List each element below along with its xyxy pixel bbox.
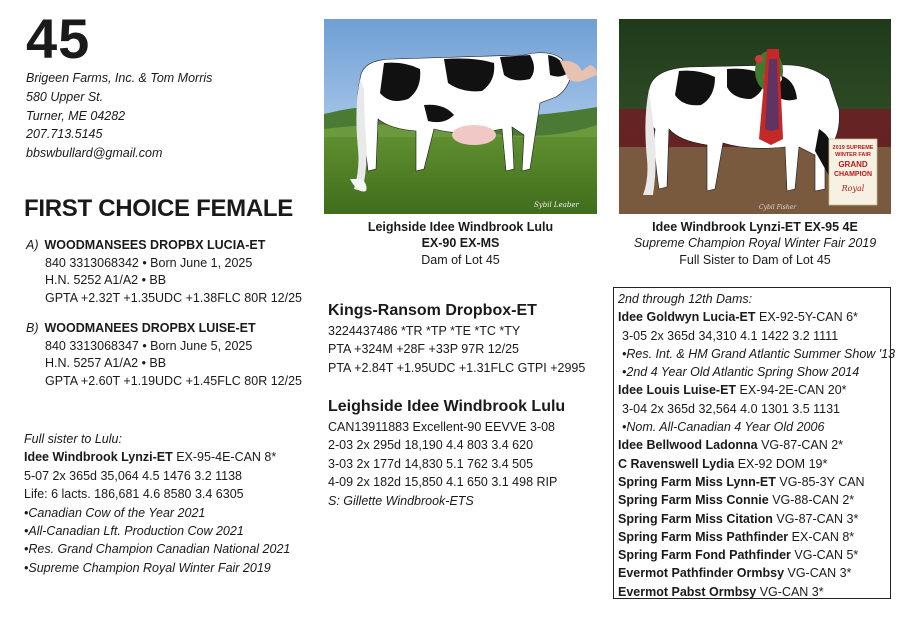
option-name: WOODMANSEES DROPBX LUCIA-ET xyxy=(44,238,266,252)
dam-entry-name: Idee Goldwyn Lucia-ET xyxy=(618,310,756,325)
full-sister-score: EX-95-4E-CAN 8* xyxy=(172,450,277,465)
dam-photo-caption xyxy=(324,219,597,268)
full-sister-intro: Full sister to Lulu: xyxy=(24,432,122,446)
consignor-street: 580 Upper St. xyxy=(26,89,104,104)
dam-entry-score: EX-92-5Y-CAN 6* xyxy=(755,310,858,325)
caption-name: Idee Windbrook Lynzi-ET EX-95 4E xyxy=(652,220,858,234)
dam-entry-name: Spring Farm Fond Pathfinder xyxy=(618,548,791,563)
dam-id-line: CAN13911883 Excellent-90 EEVVE 3-08 xyxy=(328,420,555,434)
option-b xyxy=(26,320,302,390)
dam-entry-score: EX-94-2E-CAN 20* xyxy=(736,383,847,398)
dam-entry-score: VG-88-CAN 2* xyxy=(768,493,855,508)
champion-banner xyxy=(829,139,877,205)
option-hn-line: H.N. 5252 A1/A2 • BB xyxy=(45,273,167,288)
sire-block xyxy=(328,300,585,377)
award-line: •2nd 4 Year Old Atlantic Spring Show 2014 xyxy=(622,365,860,380)
dam-entry-score: VG-87-CAN 3* xyxy=(772,511,859,526)
sister-photo-caption xyxy=(610,219,900,268)
dam-entry-score: VG-CAN 5* xyxy=(790,548,859,563)
award-line: •Res. Int. & HM Grand Atlantic Summer Show '13 xyxy=(622,346,896,361)
consignor-email: bbswbullard@gmail.com xyxy=(26,146,163,161)
banner-line: WINTER FAIR xyxy=(835,152,871,158)
dam-entry-score: VG-85-3Y CAN xyxy=(775,474,865,489)
dam-entry-name: Spring Farm Miss Lynn-ET xyxy=(618,474,776,489)
sire-id-line: 3224437486 *TR *TP *TE *TC *TY xyxy=(328,324,521,338)
consignor-phone: 207.713.5145 xyxy=(26,127,103,142)
award-line: •Canadian Cow of the Year 2021 xyxy=(24,505,206,520)
option-a xyxy=(26,237,302,307)
caption-score: EX-90 EX-MS xyxy=(421,236,500,251)
record-line: 3-04 2x 365d 32,564 4.0 1301 3.5 1131 xyxy=(622,401,841,416)
dams-title: 2nd through 12th Dams: xyxy=(618,292,753,306)
dam-entry-score: VG-CAN 3* xyxy=(784,566,852,581)
award-line: •Res. Grand Champion Canadian National 2021 xyxy=(24,542,291,557)
dam-entry-name: Spring Farm Miss Pathfinder xyxy=(618,529,789,544)
sire-name: Kings-Ransom Dropbox-ET xyxy=(328,302,537,319)
option-hn-line: H.N. 5257 A1/A2 • BB xyxy=(45,356,167,371)
dam-entry-name: Idee Louis Luise-ET xyxy=(618,383,737,398)
caption-relation: Full Sister to Dam of Lot 45 xyxy=(679,252,831,267)
dam-entry-name: C Ravenswell Lydia xyxy=(618,456,735,471)
sire-pta-line: PTA +2.84T +1.95UDC +1.31FLC GTPI +2995 xyxy=(328,360,586,375)
option-letter: B) xyxy=(26,321,39,335)
award-line: •All-Canadian Lft. Production Cow 2021 xyxy=(24,524,244,539)
dam-entry-score: EX-CAN 8* xyxy=(788,529,855,544)
option-gpta-line: GPTA +2.60T +1.19UDC +1.45FLC 80R 12/25 xyxy=(45,373,302,388)
award-line: •Supreme Champion Royal Winter Fair 2019 xyxy=(24,560,271,575)
photo-watermark: Cybil Fisher xyxy=(759,204,797,211)
banner-line: GRAND xyxy=(838,160,868,169)
consignor-city: Turner, ME 04282 xyxy=(26,108,126,123)
sister-photo xyxy=(619,19,891,214)
pedigree-dams-box xyxy=(613,287,896,599)
dam-entry-name: Spring Farm Miss Citation xyxy=(618,511,773,526)
option-name: WOODMANEES DROPBX LUISE-ET xyxy=(44,321,256,335)
photo-watermark: Sybil Leaber xyxy=(534,201,579,209)
option-gpta-line: GPTA +2.32T +1.35UDC +1.38FLC 80R 12/25 xyxy=(45,290,302,305)
caption-relation: Dam of Lot 45 xyxy=(421,252,500,267)
dam-entry-name: Idee Bellwood Ladonna xyxy=(618,438,758,453)
record-line: 2-03 2x 295d 18,190 4.4 803 3.4 620 xyxy=(328,438,534,453)
banner-line: Royal xyxy=(841,184,865,193)
sire-pta-line: PTA +324M +28F +33P 97R 12/25 xyxy=(328,342,519,357)
option-id-line: 840 3313068342 • Born June 1, 2025 xyxy=(45,255,253,270)
record-line: 3-05 2x 365d 34,310 4.1 1422 3.2 1111 xyxy=(622,328,839,343)
dam-entry-name: Evermot Pabst Ormbsy xyxy=(618,584,757,599)
dam-entry-name: Spring Farm Miss Connie xyxy=(618,493,769,508)
option-letter: A) xyxy=(26,238,39,252)
record-line: 5-07 2x 365d 35,064 4.5 1476 3.2 1138 xyxy=(24,468,243,483)
full-sister-block xyxy=(24,430,290,577)
dam-photo xyxy=(324,19,597,214)
section-heading: FIRST CHOICE FEMALE xyxy=(24,195,293,222)
dam-entry-score: EX-92 DOM 19* xyxy=(734,456,828,471)
caption-award: Supreme Champion Royal Winter Fair 2019 xyxy=(633,236,877,251)
lot-number: 45 xyxy=(26,7,91,70)
banner-line: 2019 SUPREME xyxy=(832,145,874,151)
dam-sire-line: S: Gillette Windbrook-ETS xyxy=(328,493,474,508)
record-line: Life: 6 lacts. 186,681 4.6 8580 3.4 6305 xyxy=(24,487,244,502)
dam-entry-score: VG-CAN 3* xyxy=(756,584,824,599)
full-sister-name: Idee Windbrook Lynzi-ET xyxy=(24,450,173,465)
award-line: •Nom. All-Canadian 4 Year Old 2006 xyxy=(622,420,825,435)
record-line: 4-09 2x 182d 15,850 4.1 650 3.1 498 RIP xyxy=(328,475,558,490)
dam-name: Leighside Idee Windbrook Lulu xyxy=(328,398,566,415)
banner-line: CHAMPION xyxy=(833,171,873,178)
consignor-name: Brigeen Farms, Inc. & Tom Morris xyxy=(26,71,213,85)
dam-entry-score: VG-87-CAN 2* xyxy=(757,438,844,453)
record-line: 3-03 2x 177d 14,830 5.1 762 3.4 505 xyxy=(328,456,534,471)
dam-entry-name: Evermot Pathfinder Ormbsy xyxy=(618,566,785,581)
consignor-info xyxy=(26,69,212,163)
caption-name: Leighside Idee Windbrook Lulu xyxy=(367,220,554,234)
option-id-line: 840 3313068347 • Born June 5, 2025 xyxy=(45,338,253,353)
dam-block xyxy=(328,396,565,510)
